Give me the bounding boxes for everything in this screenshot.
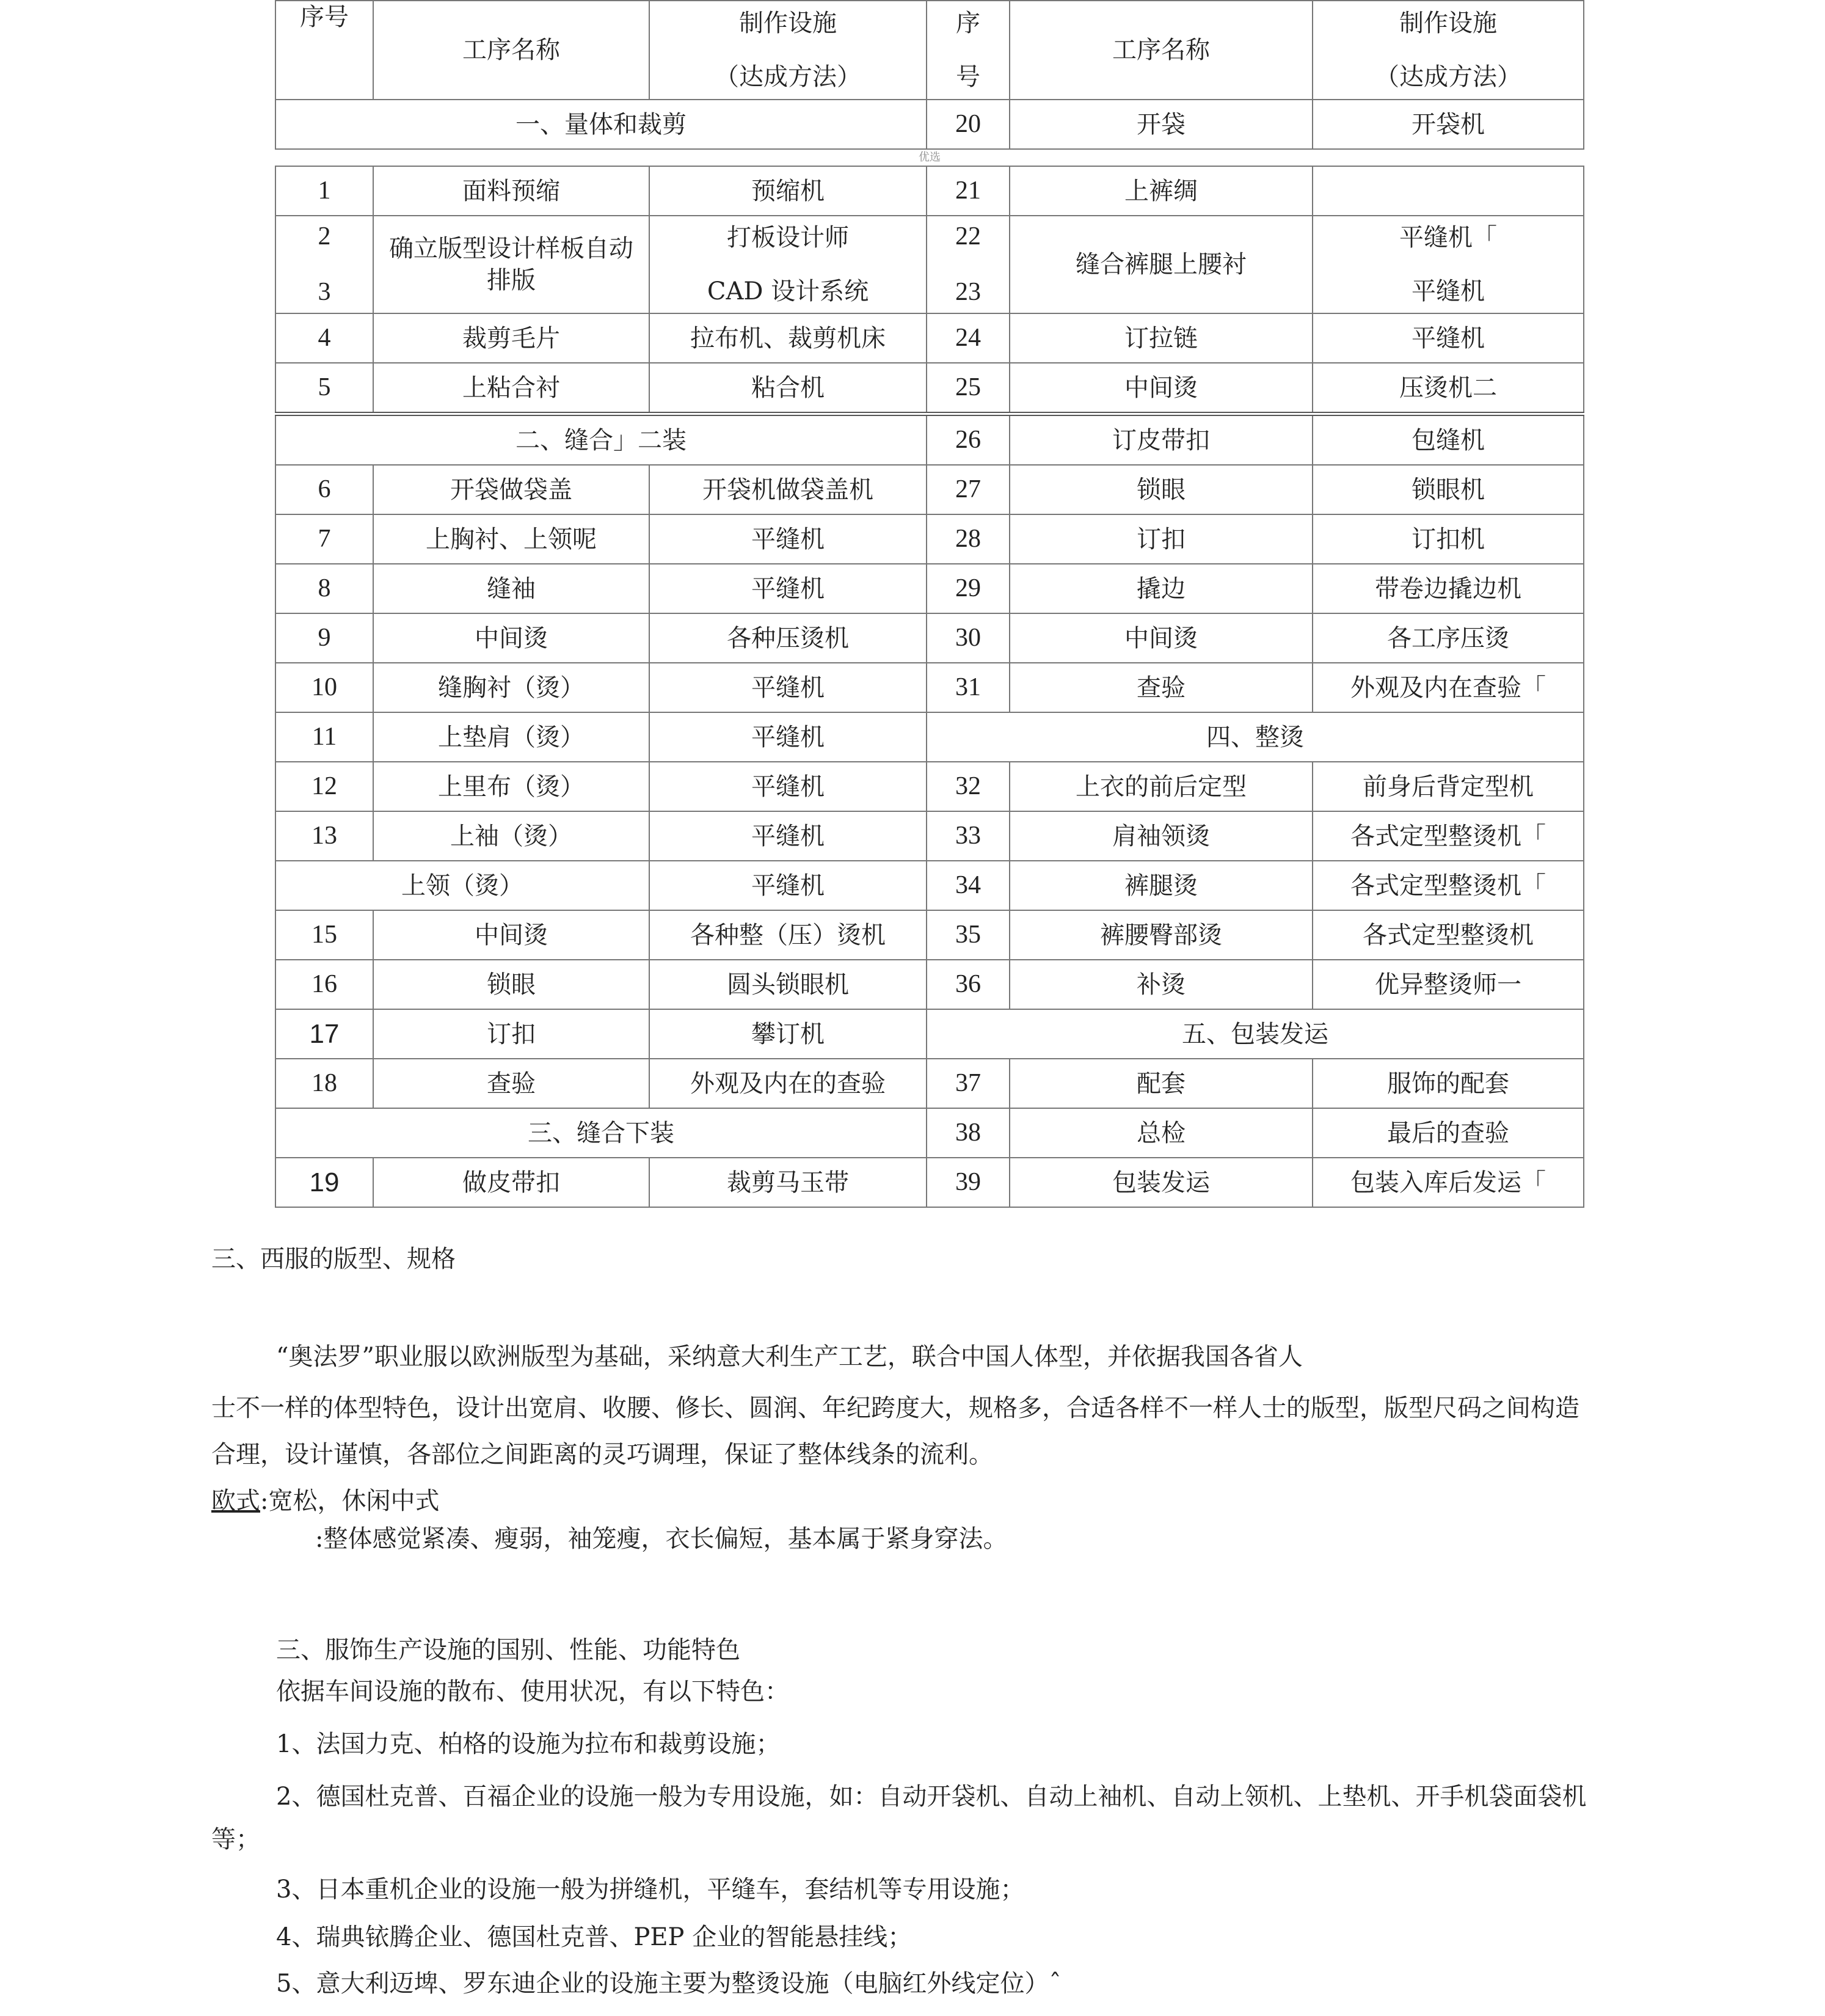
row-name: 中间烫 <box>373 910 649 960</box>
row-name-right: 上衣的前后定型 <box>1010 762 1313 811</box>
row-no-right-a: 22 <box>955 222 981 251</box>
row-equip <box>649 216 927 313</box>
row-name-right: 查验 <box>1010 663 1313 712</box>
row-no: 11 <box>275 712 373 762</box>
table-row <box>275 762 1584 811</box>
row-name: 查验 <box>373 1059 649 1108</box>
euro-style-label: 欧式 <box>211 1487 260 1515</box>
equipment-item-1: 1、法国力克、柏格的设施为拉布和裁剪设施； <box>276 1730 781 1758</box>
row-name: 上里布（烫） <box>373 762 649 811</box>
header-process-name-right-label: 工序名称 <box>1112 36 1210 64</box>
row-equip: 平缝机 <box>649 811 927 861</box>
row-no-right: 32 <box>927 762 1010 811</box>
row-no: 1 <box>275 166 373 216</box>
row-equip-right: 带卷边撬边机 <box>1313 564 1584 613</box>
row-equip-right: 锁眼机 <box>1313 465 1584 514</box>
row-equip-right: 平缝机 <box>1313 313 1584 363</box>
row-no-right-b: 23 <box>955 278 981 306</box>
row-no-right: 24 <box>927 313 1010 363</box>
table-row <box>275 216 1584 313</box>
gap-note: 优选 <box>919 151 941 164</box>
table-row <box>275 1059 1584 1108</box>
equipment-item-5: 5、意大利迈埤、罗东迪企业的设施主要为整烫设施（电脑红外线定位）ˆ <box>276 1970 1062 1998</box>
paragraph-line-1: “奥法罗”职业服以欧洲版型为基础，采纳意大利生产工艺，联合中国人体型，并依据我国各省人 <box>276 1343 1303 1371</box>
row-no-right: 39 <box>927 1158 1010 1207</box>
row-no-20: 20 <box>927 100 1010 149</box>
row-equip: 各种压烫机 <box>649 613 927 663</box>
header-process-name-label: 工序名称 <box>462 36 560 64</box>
header-seq-label: 序号 <box>300 3 349 31</box>
table-row <box>275 363 1584 414</box>
chinese-style-line: :整体感觉紧凑、瘦弱，袖笼瘦，衣长偏短，基本属于紧身穿法。 <box>315 1525 1008 1553</box>
row-name-merged: 上领（烫） <box>275 861 649 910</box>
row-name-right: 订皮带扣 <box>1010 414 1313 466</box>
row-no: 6 <box>275 465 373 514</box>
row-no-right <box>927 216 1010 313</box>
row-equip: 拉布机、裁剪机床 <box>649 313 927 363</box>
row-name-right: 上裤绸 <box>1010 166 1313 216</box>
row-equip: 平缝机 <box>649 712 927 762</box>
table-row <box>275 960 1584 1009</box>
header-equipment-line2: （达成方法） <box>715 63 861 91</box>
row-no <box>275 216 373 313</box>
row-equip: 平缝机 <box>649 564 927 613</box>
table-row <box>275 465 1584 514</box>
row-name-right: 总检 <box>1010 1108 1313 1158</box>
heading-suit-styles: 三、西服的版型、规格 <box>211 1245 456 1273</box>
row-equip-right: 包装入库后发运「 <box>1313 1158 1584 1207</box>
table-row <box>275 663 1584 712</box>
row-no: 17 <box>275 1009 373 1059</box>
row-equip-right: 最后的查验 <box>1313 1108 1584 1158</box>
section-title: 三、缝合下装 <box>275 1108 927 1158</box>
table-row <box>275 1108 1584 1158</box>
table-header-row <box>275 1 1584 100</box>
table-row <box>275 514 1584 564</box>
header-process-name <box>373 1 649 100</box>
table-gap-row <box>275 149 1584 166</box>
row-equip: 平缝机 <box>649 663 927 712</box>
table-row <box>275 712 1584 762</box>
row-no: 8 <box>275 564 373 613</box>
row-no: 10 <box>275 663 373 712</box>
row-equip-right: 各式定型整烫机「 <box>1313 811 1584 861</box>
row-no-right: 27 <box>927 465 1010 514</box>
row-name: 开袋做袋盖 <box>373 465 649 514</box>
row-no-right: 31 <box>927 663 1010 712</box>
row-equip-right: 服饰的配套 <box>1313 1059 1584 1108</box>
row-no: 15 <box>275 910 373 960</box>
header-process-name-right <box>1010 1 1313 100</box>
row-equip: 圆头锁眼机 <box>649 960 927 1009</box>
table-row <box>275 313 1584 363</box>
row-equip: 攀订机 <box>649 1009 927 1059</box>
process-table-body <box>275 1 1584 1207</box>
table-row <box>275 613 1584 663</box>
header-equipment-right-line2: （达成方法） <box>1375 63 1521 91</box>
row-no-right: 26 <box>927 414 1010 466</box>
row-name: 裁剪毛片 <box>373 313 649 363</box>
table-gap-cell <box>275 149 1584 166</box>
row-equip: 开袋机做袋盖机 <box>649 465 927 514</box>
row-name: 确立版型设计样板自动排版 <box>373 216 649 313</box>
row-equip-right: 各式定型整烫机 <box>1313 910 1584 960</box>
row-no: 18 <box>275 1059 373 1108</box>
row-no: 4 <box>275 313 373 363</box>
row-name: 缝胸衬（烫） <box>373 663 649 712</box>
row-name: 锁眼 <box>373 960 649 1009</box>
header-seq <box>275 1 373 100</box>
row-name-right: 中间烫 <box>1010 363 1313 414</box>
equipment-item-2-line1: 2、德国杜克普、百福企业的设施一般为专用设施，如：自动开袋机、自动上袖机、自动上领机、上垫机、开手机袋面袋机 <box>276 1783 1587 1811</box>
table-row <box>275 414 1584 466</box>
row-name: 中间烫 <box>373 613 649 663</box>
row-no-right: 38 <box>927 1108 1010 1158</box>
row-equip-right: 压烫机二 <box>1313 363 1584 414</box>
row-name: 上胸衬、上领呢 <box>373 514 649 564</box>
row-no-right: 29 <box>927 564 1010 613</box>
euro-style-text: :宽松，休闲中式 <box>260 1487 440 1515</box>
row-no-right: 25 <box>927 363 1010 414</box>
paragraph-line-2: 士不一样的体型特色，设计出宽肩、收腰、修长、圆润、年纪跨度大，规格多，合适各样不一样人士的版型，版型尺码之间构造 <box>211 1394 1579 1422</box>
row-name: 上粘合衬 <box>373 363 649 414</box>
row-equip: 平缝机 <box>649 514 927 564</box>
row-no-right: 34 <box>927 861 1010 910</box>
heading-equipment: 三、服饰生产设施的国别、性能、功能特色 <box>276 1636 740 1664</box>
row-equip-right: 外观及内在查验「 <box>1313 663 1584 712</box>
row-equip-right-a: 平缝机「 <box>1399 224 1497 252</box>
row-equip-right: 前身后背定型机 <box>1313 762 1584 811</box>
row-name: 上垫肩（烫） <box>373 712 649 762</box>
row-name-right: 裤腰臀部烫 <box>1010 910 1313 960</box>
row-name: 缝袖 <box>373 564 649 613</box>
row-name-right: 撬边 <box>1010 564 1313 613</box>
row-no-right: 30 <box>927 613 1010 663</box>
section-row-1 <box>275 100 1584 149</box>
section-title: 二、缝合」二装 <box>275 414 927 466</box>
row-name-right: 订拉链 <box>1010 313 1313 363</box>
equipment-intro: 依据车间设施的散布、使用状况，有以下特色： <box>276 1678 789 1706</box>
row-no-right: 35 <box>927 910 1010 960</box>
table-row <box>275 166 1584 216</box>
header-equipment-line1: 制作设施 <box>739 9 837 37</box>
row-equip: 平缝机 <box>649 861 927 910</box>
table-row <box>275 910 1584 960</box>
row-equip: 裁剪马玉带 <box>649 1158 927 1207</box>
row-name-right: 配套 <box>1010 1059 1313 1108</box>
header-equipment-right <box>1313 1 1584 100</box>
paragraph-line-3: 合理，设计谨慎，各部位之间距离的灵巧调理，保证了整体线条的流利。 <box>211 1441 993 1469</box>
row-no-right: 28 <box>927 514 1010 564</box>
row-no: 5 <box>275 363 373 414</box>
row-equip-right: 各式定型整烫机「 <box>1313 861 1584 910</box>
section-title-right: 四、整烫 <box>927 712 1584 762</box>
table-row <box>275 1158 1584 1207</box>
table-row <box>275 811 1584 861</box>
row-equip-right <box>1313 166 1584 216</box>
row-name-right: 肩袖领烫 <box>1010 811 1313 861</box>
header-equipment-right-line1: 制作设施 <box>1399 9 1497 37</box>
row-name-right: 缝合裤腿上腰衬 <box>1010 216 1313 313</box>
row-equip: 预缩机 <box>649 166 927 216</box>
row-equip-20: 开袋机 <box>1313 100 1584 149</box>
row-no: 16 <box>275 960 373 1009</box>
row-no-right: 33 <box>927 811 1010 861</box>
row-name: 做皮带扣 <box>373 1158 649 1207</box>
header-seq-right-line2: 号 <box>956 63 980 91</box>
row-name-right: 订扣 <box>1010 514 1313 564</box>
section-title-1: 一、量体和裁剪 <box>275 100 927 149</box>
row-name-right: 补烫 <box>1010 960 1313 1009</box>
header-equipment <box>649 1 927 100</box>
table-row <box>275 861 1584 910</box>
equipment-item-3: 3、日本重机企业的设施一般为拼缝机，平缝车，套结机等专用设施； <box>276 1875 1025 1904</box>
equipment-item-2-line2: 等； <box>211 1825 260 1853</box>
row-no-b: 3 <box>318 278 331 306</box>
table-row <box>275 1009 1584 1059</box>
row-equip-b: CAD 设计系统 <box>707 277 869 305</box>
row-equip: 各种整（压）烫机 <box>649 910 927 960</box>
row-name: 订扣 <box>373 1009 649 1059</box>
row-no-a: 2 <box>318 222 331 251</box>
equipment-item-4: 4、瑞典铱腾企业、德国杜克普、PEP 企业的智能悬挂线； <box>276 1923 913 1951</box>
row-equip-right <box>1313 216 1584 313</box>
process-table <box>275 0 1584 1208</box>
row-name-right: 包装发运 <box>1010 1158 1313 1207</box>
table-row <box>275 564 1584 613</box>
row-no: 7 <box>275 514 373 564</box>
row-no: 19 <box>275 1158 373 1207</box>
row-equip: 粘合机 <box>649 363 927 414</box>
row-equip-right: 各工序压烫 <box>1313 613 1584 663</box>
euro-style-line <box>211 1486 439 1516</box>
row-equip-a: 打板设计师 <box>727 224 849 252</box>
row-name-right: 锁眼 <box>1010 465 1313 514</box>
row-no-right: 37 <box>927 1059 1010 1108</box>
row-name-right: 中间烫 <box>1010 613 1313 663</box>
row-equip-right-b: 平缝机 <box>1412 277 1485 305</box>
row-name-right: 裤腿烫 <box>1010 861 1313 910</box>
row-equip-right: 优异整烫师一 <box>1313 960 1584 1009</box>
row-equip-right: 订扣机 <box>1313 514 1584 564</box>
row-no-right: 36 <box>927 960 1010 1009</box>
row-no: 12 <box>275 762 373 811</box>
row-no: 13 <box>275 811 373 861</box>
header-seq-right <box>927 1 1010 100</box>
row-name: 上袖（烫） <box>373 811 649 861</box>
row-equip: 外观及内在的查验 <box>649 1059 927 1108</box>
section-title-right: 五、包装发运 <box>927 1009 1584 1059</box>
header-seq-right-line1: 序 <box>956 9 980 37</box>
row-equip: 平缝机 <box>649 762 927 811</box>
row-equip-right: 包缝机 <box>1313 414 1584 466</box>
row-no-right: 21 <box>927 166 1010 216</box>
row-name: 面料预缩 <box>373 166 649 216</box>
row-name-20: 开袋 <box>1010 100 1313 149</box>
row-no: 9 <box>275 613 373 663</box>
